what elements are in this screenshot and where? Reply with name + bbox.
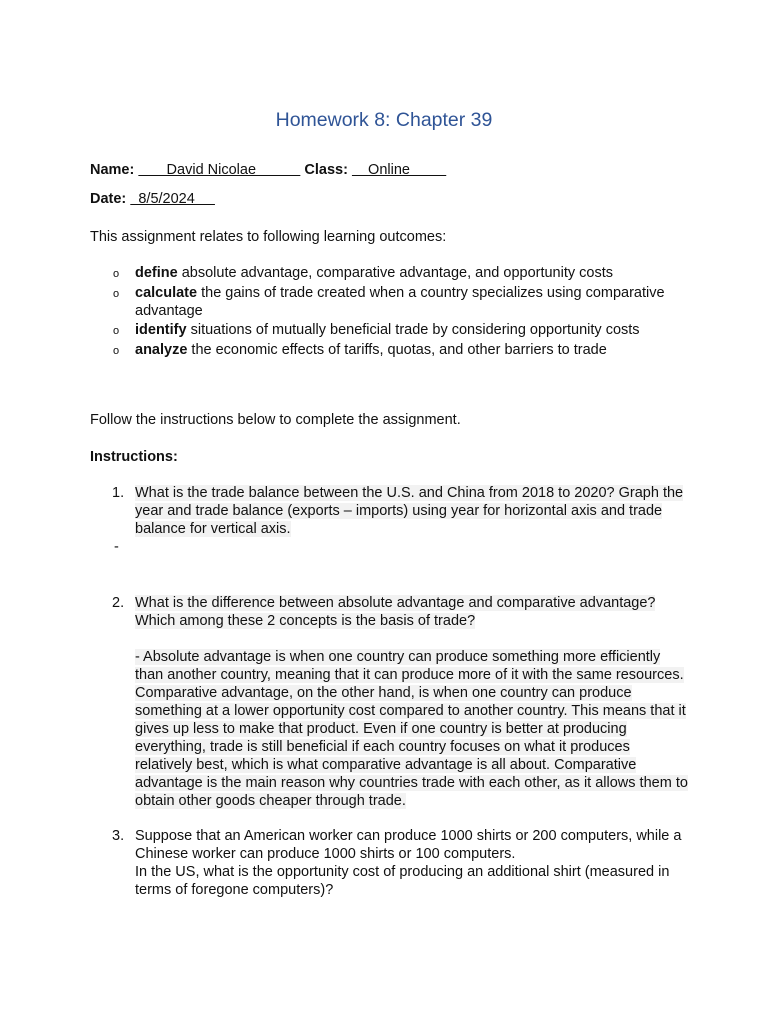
question-3 bbox=[90, 827, 690, 899]
outcome-item bbox=[90, 321, 690, 339]
question-text: What is the trade balance between the U.S. and China from 2018 to 2020? Graph the year and trade balance (exports – imports) using year for horizontal axis and trade balance for vertical axis. bbox=[135, 485, 684, 537]
question-1 bbox=[90, 484, 690, 538]
name-class-line bbox=[90, 161, 446, 179]
outcome-text: absolute advantage, comparative advantage, and opportunity costs bbox=[177, 265, 613, 281]
instructions-heading: Instructions: bbox=[90, 449, 178, 465]
name-label: Name: bbox=[90, 162, 135, 178]
outcome-text: the gains of trade created when a country specializes using comparative advantage bbox=[135, 284, 665, 319]
class-value: Online bbox=[351, 162, 447, 178]
outcome-item bbox=[90, 264, 690, 282]
question-number: 1. bbox=[112, 485, 125, 501]
question-text: Suppose that an American worker can produce 1000 shirts or 200 computers, while a Chinese worker can produce 1000 shirts or 100 computers. bbox=[135, 828, 682, 862]
question-text: What is the difference between absolute advantage and comparative advantage? Which among these 2 concepts is the basis of trade? bbox=[135, 595, 656, 629]
answer-dash: - bbox=[114, 539, 119, 555]
outcome-text: the economic effects of tariffs, quotas, and other barriers to trade bbox=[187, 341, 607, 358]
question-number: 3. bbox=[112, 828, 125, 844]
outcome-verb: define bbox=[135, 265, 178, 281]
bullet-marker: o bbox=[113, 287, 120, 300]
learning-outcomes-list bbox=[90, 264, 690, 360]
intro-text: This assignment relates to following learning outcomes: bbox=[90, 229, 447, 245]
bullet-marker: o bbox=[113, 344, 120, 357]
document-title: Homework 8: Chapter 39 bbox=[275, 109, 493, 131]
class-label: Class: bbox=[304, 162, 348, 178]
outcome-text: situations of mutually beneficial trade by considering opportunity costs bbox=[186, 322, 640, 338]
date-label: Date: bbox=[90, 191, 127, 207]
follow-text: Follow the instructions below to complete the assignment. bbox=[90, 412, 461, 428]
date-value: 8/5/2024 bbox=[130, 191, 215, 207]
bullet-marker: o bbox=[113, 325, 120, 337]
outcome-verb: calculate bbox=[135, 284, 198, 301]
outcome-verb: analyze bbox=[135, 341, 188, 358]
outcome-verb: identify bbox=[135, 322, 187, 338]
question-2 bbox=[90, 594, 690, 630]
bullet-marker: o bbox=[113, 268, 120, 280]
name-value: David Nicolae bbox=[138, 162, 301, 178]
question-number: 2. bbox=[112, 595, 125, 611]
date-line bbox=[90, 190, 215, 208]
outcome-item bbox=[90, 284, 690, 320]
outcome-item bbox=[90, 341, 690, 359]
question-subtext: In the US, what is the opportunity cost of producing an additional shirt (measured in terms of foregone computers)? bbox=[135, 864, 670, 898]
answer-2 bbox=[90, 648, 690, 810]
answer-text: - Absolute advantage is when one country can produce something more efficiently than another country, meaning that it can produce more of it with the same resources. Comparative advantage, on the other hand, is when one country can produce something at a lower opportunity cost compared to another country. This means that it gives up less to make that product. Even if one country is better at producing everything, trade is still beneficial if each country focuses on what it produces relatively best, which is what comparative advantage is all about. Comparative advantage is the main reason why countries trade with each other, as it allows them to obtain other goods cheaper through trade. bbox=[135, 649, 688, 809]
